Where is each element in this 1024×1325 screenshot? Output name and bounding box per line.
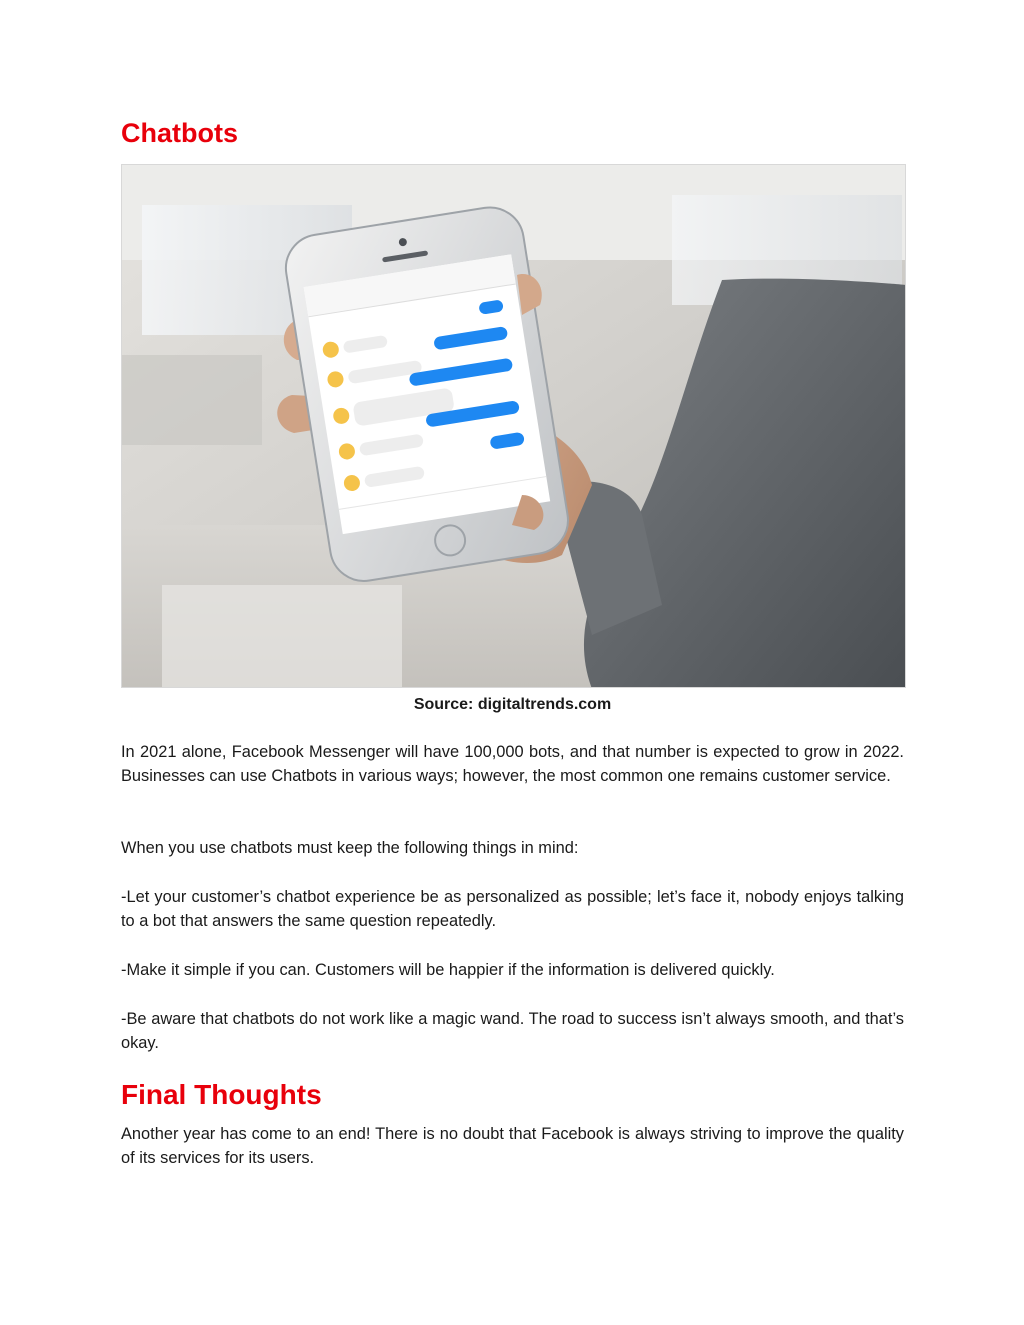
paragraph-tip-magic-wand: -Be aware that chatbots do not work like a magic wand. The road to success isn’t always smooth, and that’s okay. <box>121 1010 904 1052</box>
paragraph-tip-personalized: -Let your customer’s chatbot experience be as personalized as possible; let’s face it, nobody enjoys talking to a bot that answers the same question repeatedly. <box>121 888 904 930</box>
section-heading-final-thoughts: Final Thoughts <box>121 1079 322 1110</box>
section-heading-chatbots: Chatbots <box>121 118 238 148</box>
paragraph-final: Another year has come to an end! There is no doubt that Facebook is always striving to improve the quality of its services for its users. <box>121 1125 904 1167</box>
figure-caption: Source: digitaltrends.com <box>413 696 612 713</box>
chatbot-phone-photo <box>121 164 906 688</box>
paragraph-keep-in-mind: When you use chatbots must keep the following things in mind: <box>121 839 579 857</box>
paragraph-intro: In 2021 alone, Facebook Messenger will have 100,000 bots, and that number is expected to grow in 2022. Businesses can use Chatbots in various ways; however, the most common one remains customer service. <box>121 743 904 785</box>
photo-illustration <box>122 165 906 688</box>
paragraph-tip-simple: -Make it simple if you can. Customers will be happier if the information is delivered quickly. <box>121 961 775 979</box>
